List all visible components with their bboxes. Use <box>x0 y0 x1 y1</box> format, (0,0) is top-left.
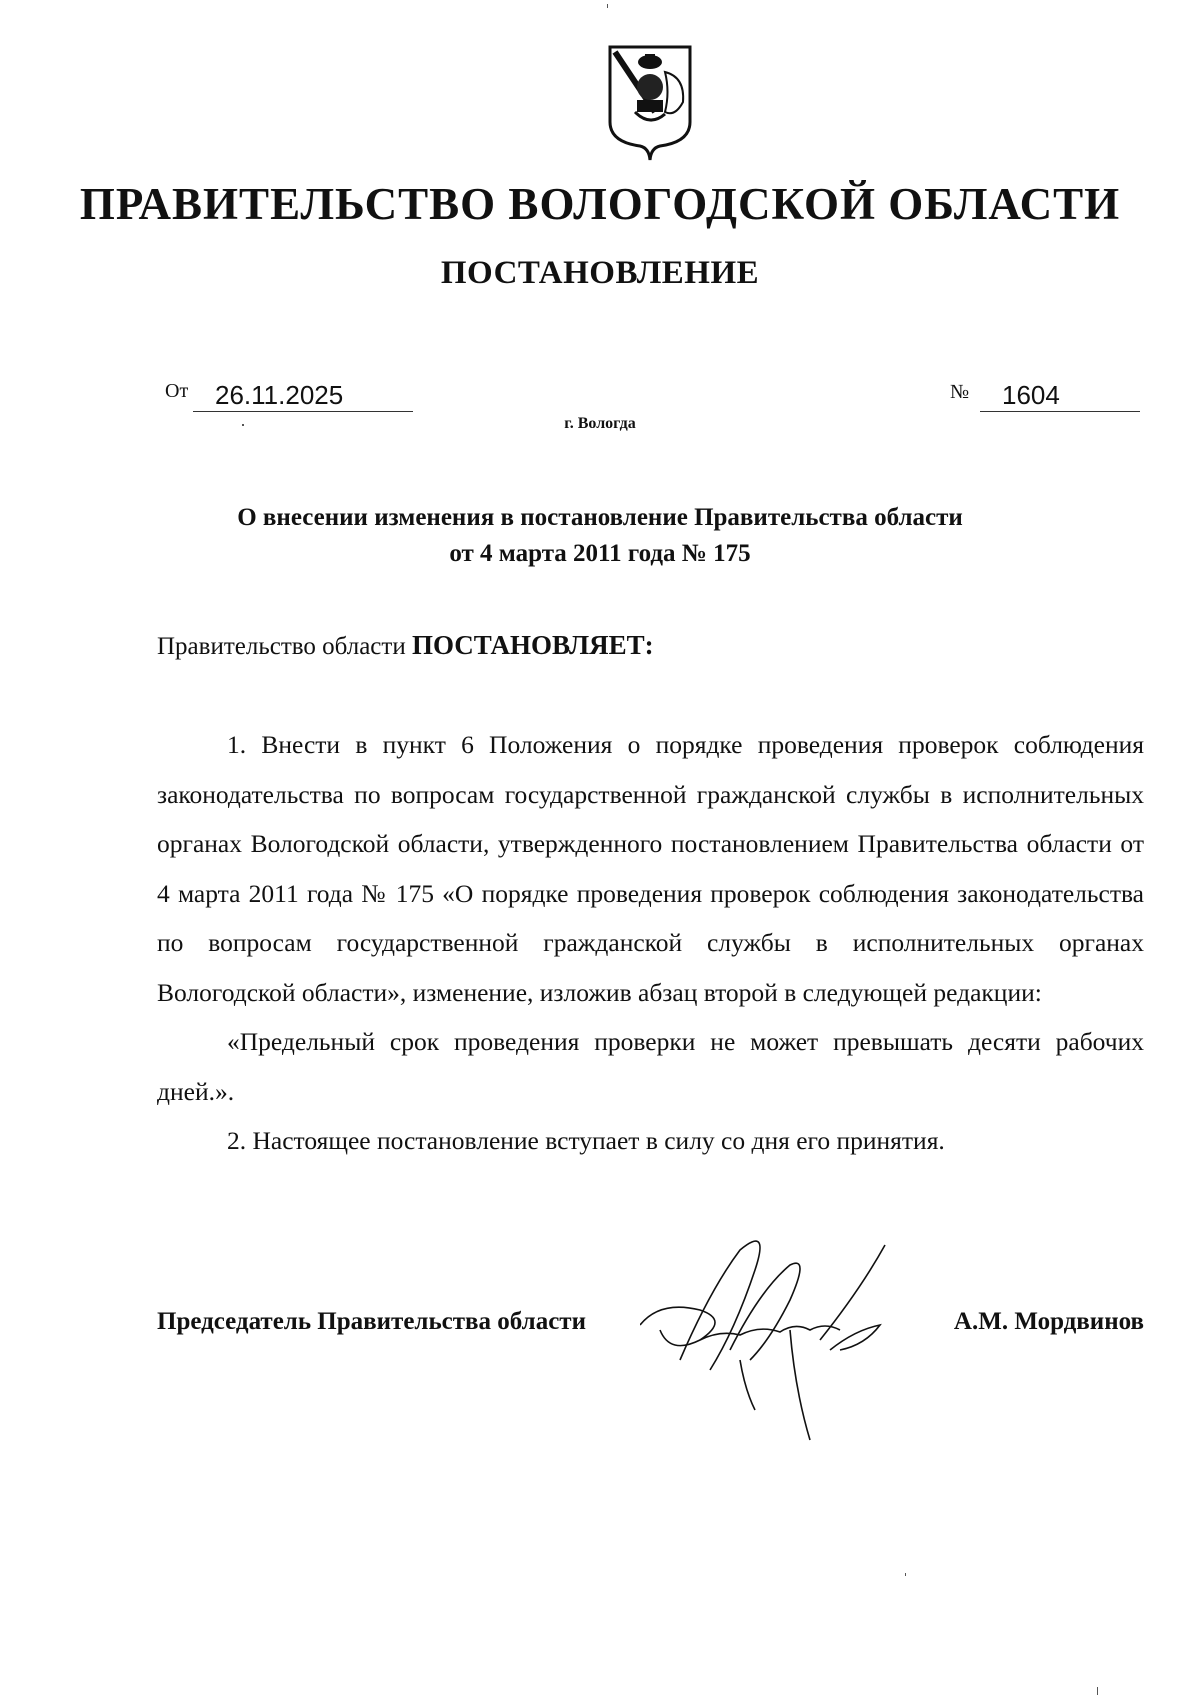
government-title: ПРАВИТЕЛЬСТВО ВОЛОГОДСКОЙ ОБЛАСТИ <box>79 179 1121 229</box>
preamble <box>157 630 654 661</box>
scan-mark <box>607 4 608 8</box>
scan-mark <box>1097 1687 1098 1695</box>
signature-scribble-icon <box>640 1230 960 1450</box>
subject-line-2: от 4 марта 2011 года № 175 <box>449 540 751 567</box>
city: г. Вологда <box>564 415 636 432</box>
document-date: 26.11.2025 <box>193 382 413 412</box>
paragraph-2: 2. Настоящее постановление вступает в силу со дня его принятия. <box>227 1126 945 1155</box>
scan-mark <box>905 1573 906 1576</box>
paragraph-quote: «Предельный срок проведения проверки не может превышать десяти рабочих дней.». <box>157 1027 1144 1106</box>
number-label: № <box>950 381 970 403</box>
document-body <box>157 720 1144 1166</box>
coat-of-arms-icon <box>605 42 695 162</box>
preamble-text: Правительство области <box>157 633 412 660</box>
document-subject <box>0 500 1200 572</box>
scan-mark <box>242 424 244 426</box>
signatory-title: Председатель Правительства области <box>157 1308 586 1335</box>
paragraph-1: 1. Внести в пункт 6 Положения о порядке проведения проверок соблюдения законодательства по вопросам государственной гражданской службы в исполнительных органах Вологодской области, утвержденного постановлением Правительства области от 4 марта 2011 года № 175 «О порядке проведения проверок соблюдения законодательства по вопросам государственной гражданской службы в исполнительных органах Вологодской области», изменение, изложив абзац второй в следующей редакции: <box>157 730 1144 1007</box>
subject-line-1: О внесении изменения в постановление Правительства области <box>237 504 963 531</box>
preamble-emphasis: ПОСТАНОВЛЯЕТ: <box>411 630 654 660</box>
date-label: От <box>165 380 189 402</box>
document-number: 1604 <box>980 382 1140 412</box>
signatory-name: А.М. Мордвинов <box>953 1308 1144 1335</box>
document-type: ПОСТАНОВЛЕНИЕ <box>440 255 760 291</box>
